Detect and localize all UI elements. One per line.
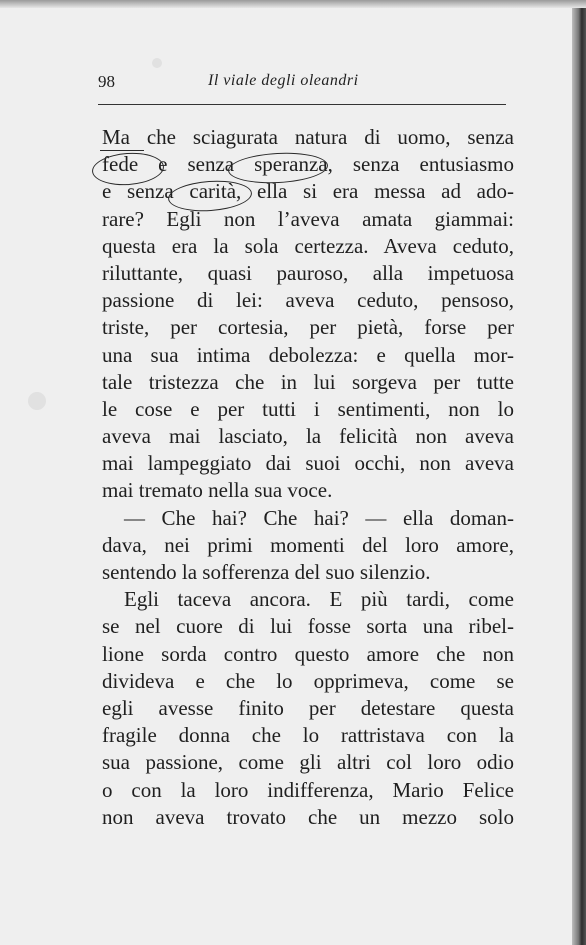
page-header: [98, 72, 504, 96]
text-line: questa era la sola certezza. Aveva ceduto,: [102, 233, 514, 258]
paper-stain: [28, 392, 46, 410]
text-line: egli avesse finito per detestare questa: [102, 695, 514, 720]
text-line: Egli taceva ancora. E più tardi, come: [124, 587, 514, 612]
paper-stain: [152, 58, 162, 68]
text-line: non aveva trovato che un mezzo solo: [102, 804, 514, 829]
text-line: aveva mai lasciato, la felicità non aveva: [102, 424, 514, 449]
text-line: tale tristezza che in lui sorgeva per tutte: [102, 369, 514, 394]
text-line: una sua intima debolezza: e quella mor-: [102, 342, 514, 367]
text-line: rare? Egli non l’aveva amata giammai:: [102, 206, 514, 231]
book-spine: [572, 0, 586, 945]
text-line: triste, per cortesia, per pietà, forse per: [102, 315, 514, 340]
page-top-edge: [0, 0, 586, 8]
header-rule: [98, 104, 506, 105]
text-line: sentendo la sofferenza del suo silenzio.: [102, 560, 431, 584]
text-line: e senza carità, ella si era messa ad ado-: [102, 179, 514, 204]
body-text: [102, 124, 514, 831]
text-line: divideva e che lo opprimeva, come se: [102, 668, 514, 693]
text-line: Ma che sciagurata natura di uomo, senza: [102, 125, 514, 149]
text-line: riluttante, quasi pauroso, alla impetuosa: [102, 260, 514, 285]
text-line: mai tremato nella sua voce.: [102, 478, 333, 503]
text-line: se nel cuore di lui fosse sorta una ribel-: [102, 614, 514, 639]
text-line: sua passione, come gli altri col loro odio: [102, 750, 514, 775]
text-line: mai lampeggiato dai suoi occhi, non aveva: [102, 451, 514, 476]
text-line: le cose e per tutti i sentimenti, non lo: [102, 396, 514, 421]
text-line: fragile donna che lo rattristava con la: [102, 723, 514, 748]
text-line: — Che hai? Che hai? — ella doman-: [124, 505, 514, 530]
text-line: dava, nei primi momenti del loro amore,: [102, 532, 514, 557]
text-line: lione sorda contro questo amore che non: [102, 641, 514, 666]
page-number: 98: [98, 72, 115, 91]
running-title: Il viale degli oleandri: [208, 72, 359, 89]
text-line: o con la loro indifferenza, Mario Felice: [102, 777, 514, 802]
text-line: passione di lei: aveva ceduto, pensoso,: [102, 288, 514, 313]
text-line: fede e senza speranza, senza entusiasmo: [102, 152, 514, 177]
